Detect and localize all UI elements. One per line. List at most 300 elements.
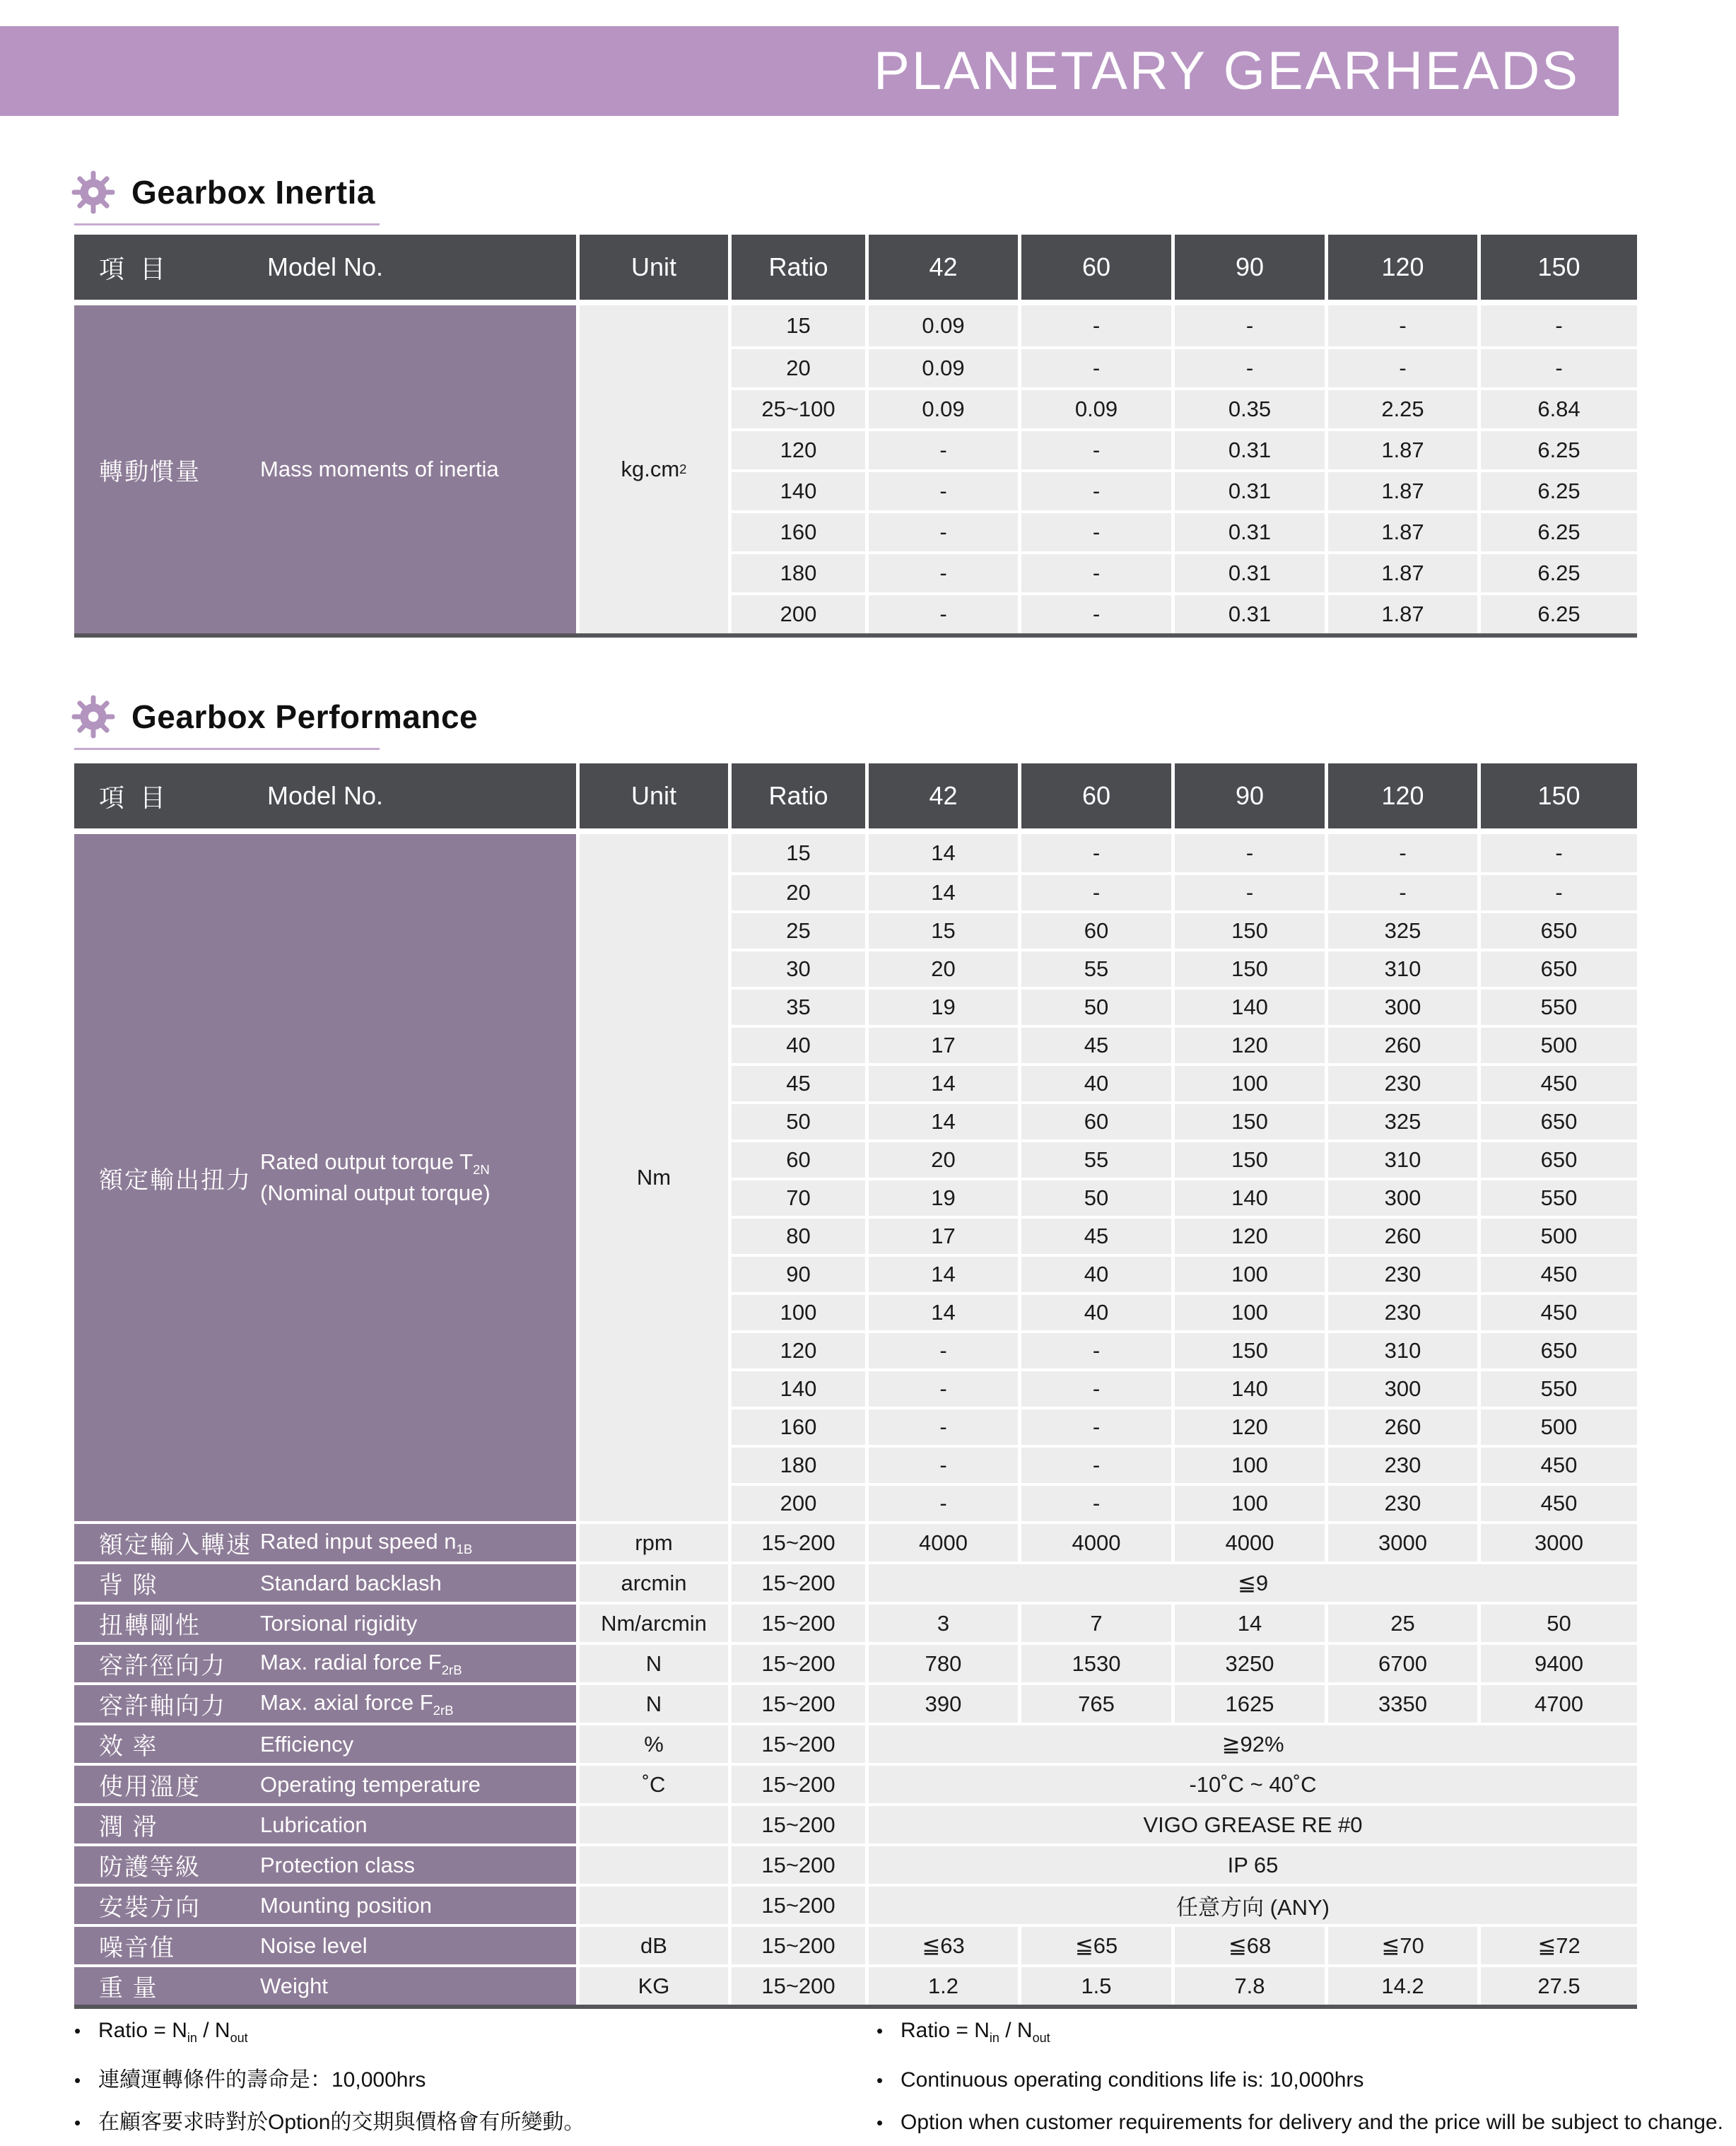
value-cell: - [1021, 428, 1171, 469]
value-cell: - [1328, 872, 1477, 910]
value-cell: 25 [1328, 1602, 1477, 1642]
value-cell: 450 [1481, 1254, 1637, 1292]
header-cell-item-model [74, 235, 576, 300]
value-cell: 45 [1021, 1216, 1171, 1254]
value-cell: 20 [869, 949, 1018, 987]
inertia-label-en: Mass moments of inertia [260, 457, 499, 482]
ratio-cell: 180 [732, 1445, 865, 1483]
value-cell: - [869, 510, 1018, 551]
value-cell: 4000 [869, 1521, 1018, 1561]
value-cell: - [869, 1407, 1018, 1445]
header-cell-size-90: 90 [1175, 763, 1325, 828]
header-item-label: 項 目 [99, 782, 170, 812]
value-cell: 390 [869, 1682, 1018, 1723]
value-cell: - [869, 428, 1018, 469]
ratio-cell: 120 [732, 428, 865, 469]
value-cell: 550 [1481, 1178, 1637, 1216]
ratio-cell: 15~200 [732, 1924, 865, 1964]
value-cell: 550 [1481, 1368, 1637, 1407]
value-cell: - [1481, 305, 1637, 346]
performance-table [74, 763, 1637, 2009]
value-cell: 650 [1481, 910, 1637, 949]
value-cell: 100 [1175, 1254, 1325, 1292]
spec-row-label [74, 1602, 576, 1642]
value-cell: 1.87 [1328, 469, 1477, 510]
value-cell: 0.31 [1175, 428, 1325, 469]
spec-row-label [74, 1723, 576, 1763]
ratio-cell: 160 [732, 510, 865, 551]
value-cell: - [869, 1483, 1018, 1521]
value-cell: 780 [869, 1642, 1018, 1682]
value-cell: 17 [869, 1025, 1018, 1063]
value-cell: 0.35 [1175, 387, 1325, 428]
value-cell: 3250 [1175, 1642, 1325, 1682]
value-cell: 6.25 [1481, 510, 1637, 551]
value-cell: - [869, 551, 1018, 592]
value-cell: 0.31 [1175, 510, 1325, 551]
header-cell-size-60: 60 [1021, 235, 1171, 300]
ratio-cell: 200 [732, 592, 865, 633]
heading-underline [74, 748, 380, 750]
value-cell: 40 [1021, 1292, 1171, 1330]
spec-label-en: Lubrication [260, 1812, 368, 1837]
value-cell: - [1021, 1483, 1171, 1521]
header-cell-ratio: Ratio [732, 763, 865, 828]
bullet-icon: • [74, 2020, 81, 2041]
value-cell: 1.5 [1021, 1964, 1171, 2005]
unit-cell: dB [580, 1924, 728, 1964]
value-cell: - [1021, 1368, 1171, 1407]
value-cell: 0.09 [869, 387, 1018, 428]
value-cell: 0.09 [869, 305, 1018, 346]
value-cell: 6.25 [1481, 428, 1637, 469]
value-cell: 6.84 [1481, 387, 1637, 428]
header-cell-size-42: 42 [869, 235, 1018, 300]
value-cell: - [1481, 872, 1637, 910]
ratio-cell: 15~200 [732, 1682, 865, 1723]
ratio-cell: 15 [732, 305, 865, 346]
value-cell: - [1328, 305, 1477, 346]
value-cell: 1.87 [1328, 592, 1477, 633]
torque-label-en: Rated output torque $T_{2N}$ (Nominal output torque) [260, 1149, 491, 1206]
value-cell: 300 [1328, 1368, 1477, 1407]
torque-label-zh: 額定輸出扭力 [99, 1166, 252, 1194]
value-cell: 3000 [1481, 1521, 1637, 1561]
value-cell: - [1481, 346, 1637, 387]
unit-cell [580, 1843, 728, 1884]
spec-row-label [74, 1964, 576, 2005]
value-cell: 60 [1021, 1101, 1171, 1139]
spec-label-en: Operating temperature [260, 1771, 481, 1797]
footnote [74, 2111, 852, 2135]
value-cell: ≦68 [1175, 1924, 1325, 1964]
spec-row-label [74, 1763, 576, 1803]
page-banner [0, 26, 1619, 116]
value-cell: 500 [1481, 1216, 1637, 1254]
span-value-cell: 任意方向 (ANY) [869, 1884, 1637, 1924]
value-cell: 140 [1175, 1178, 1325, 1216]
ratio-cell: 120 [732, 1330, 865, 1368]
spec-label-en: Noise level [260, 1933, 368, 1958]
section-heading-inertia [71, 168, 375, 216]
value-cell: - [869, 592, 1018, 633]
value-cell: 19 [869, 1178, 1018, 1216]
value-cell: - [1175, 834, 1325, 872]
spec-row-label [74, 1884, 576, 1924]
spec-label-en: Torsional rigidity [260, 1610, 418, 1636]
unit-cell: N [580, 1642, 728, 1682]
ratio-cell: 40 [732, 1025, 865, 1063]
ratio-cell: 160 [732, 1407, 865, 1445]
value-cell: ≦65 [1021, 1924, 1171, 1964]
header-cell-size-60: 60 [1021, 763, 1171, 828]
value-cell: 0.31 [1175, 469, 1325, 510]
footnote-text: 連續運轉條件的壽命是：10,000hrs [98, 2068, 426, 2092]
value-cell: - [869, 1330, 1018, 1368]
spec-row-label [74, 1642, 576, 1682]
ratio-cell: 15~200 [732, 1964, 865, 2005]
unit-cell: ˚C [580, 1763, 728, 1803]
value-cell: 6.25 [1481, 592, 1637, 633]
value-cell: 40 [1021, 1063, 1171, 1101]
spec-label-en: Max. axial force $F_{2rB}$ [260, 1690, 454, 1718]
value-cell: 7 [1021, 1602, 1171, 1642]
value-cell: - [1021, 592, 1171, 633]
value-cell: 550 [1481, 987, 1637, 1025]
value-cell: 650 [1481, 1101, 1637, 1139]
ratio-cell: 140 [732, 469, 865, 510]
value-cell: - [1021, 1330, 1171, 1368]
spec-label-zh: 噪音值 [99, 1935, 175, 1962]
value-cell: - [1021, 551, 1171, 592]
value-cell: 310 [1328, 1330, 1477, 1368]
spec-label-zh: 安裝方向 [99, 1894, 201, 1921]
value-cell: 120 [1175, 1407, 1325, 1445]
ratio-cell: 25~100 [732, 387, 865, 428]
value-cell: 6700 [1328, 1642, 1477, 1682]
ratio-cell: 15~200 [732, 1521, 865, 1561]
ratio-cell: 15~200 [732, 1763, 865, 1803]
spec-label-en: Protection class [260, 1852, 415, 1877]
value-cell: - [869, 469, 1018, 510]
bullet-icon: • [876, 2112, 884, 2133]
value-cell: 150 [1175, 1330, 1325, 1368]
footnote [876, 2068, 1711, 2092]
spec-label-en: Weight [260, 1973, 328, 1998]
spec-label-zh: 防護等級 [99, 1854, 201, 1881]
value-cell: - [1021, 346, 1171, 387]
value-cell: 20 [869, 1139, 1018, 1178]
header-cell-size-120: 120 [1328, 763, 1477, 828]
value-cell: 60 [1021, 910, 1171, 949]
ratio-cell: 15~200 [732, 1803, 865, 1843]
value-cell: 14 [869, 1292, 1018, 1330]
unit-cell: KG [580, 1964, 728, 2005]
value-cell: 9400 [1481, 1642, 1637, 1682]
footnote-text: Ratio = $N_{in} / N_{out}$ [98, 2019, 248, 2045]
value-cell: - [869, 1368, 1018, 1407]
value-cell: 1.87 [1328, 510, 1477, 551]
value-cell: 300 [1328, 1178, 1477, 1216]
value-cell: 7.8 [1175, 1964, 1325, 2005]
footnotes-right [876, 2019, 1723, 2146]
ratio-cell: 15 [732, 834, 865, 872]
ratio-cell: 20 [732, 346, 865, 387]
header-model-label: Model No. [266, 781, 384, 810]
ratio-cell: 200 [732, 1483, 865, 1521]
spec-label-zh: 容許軸向力 [99, 1693, 226, 1720]
spec-label-zh: 額定輸入轉速 [99, 1532, 252, 1559]
inertia-table [74, 235, 1637, 638]
value-cell: 650 [1481, 949, 1637, 987]
ratio-cell: 180 [732, 551, 865, 592]
unit-cell: arcmin [580, 1561, 728, 1602]
value-cell: 1.2 [869, 1964, 1018, 2005]
value-cell: 3350 [1328, 1682, 1477, 1723]
value-cell: 14 [869, 834, 1018, 872]
value-cell: - [1328, 834, 1477, 872]
value-cell: - [1175, 872, 1325, 910]
value-cell: - [1175, 346, 1325, 387]
spec-label-zh: 效 率 [99, 1733, 158, 1760]
ratio-cell: 15~200 [732, 1843, 865, 1884]
value-cell: 260 [1328, 1216, 1477, 1254]
span-value-cell: -10˚C ~ 40˚C [869, 1763, 1637, 1803]
unit-cell [580, 1884, 728, 1924]
value-cell: 4000 [1175, 1521, 1325, 1561]
footnote-text: Continuous operating conditions life is: 10,000hrs [901, 2068, 1364, 2092]
value-cell: ≦72 [1481, 1924, 1637, 1964]
footnote [876, 2019, 1711, 2050]
footnotes-left [74, 2019, 852, 2146]
spec-label-zh: 潤 滑 [99, 1814, 158, 1841]
value-cell: 230 [1328, 1292, 1477, 1330]
value-cell: 27.5 [1481, 1964, 1637, 2005]
ratio-cell: 140 [732, 1368, 865, 1407]
bullet-icon: • [876, 2070, 884, 2091]
heading-underline [74, 223, 380, 225]
value-cell: 14 [869, 1254, 1018, 1292]
value-cell: - [1175, 305, 1325, 346]
value-cell: 55 [1021, 1139, 1171, 1178]
value-cell: 150 [1175, 910, 1325, 949]
value-cell: 0.31 [1175, 551, 1325, 592]
value-cell: 1.87 [1328, 551, 1477, 592]
ratio-cell: 15~200 [732, 1561, 865, 1602]
span-value-cell: ≦9 [869, 1561, 1637, 1602]
value-cell: 17 [869, 1216, 1018, 1254]
value-cell: 14 [869, 1063, 1018, 1101]
value-cell: 100 [1175, 1483, 1325, 1521]
value-cell: ≦63 [869, 1924, 1018, 1964]
spec-label-en: Standard backlash [260, 1570, 442, 1595]
unit-cell: Nm/arcmin [580, 1602, 728, 1642]
value-cell: 765 [1021, 1682, 1171, 1723]
value-cell: 450 [1481, 1292, 1637, 1330]
value-cell: - [1021, 469, 1171, 510]
spec-row-label [74, 1682, 576, 1723]
unit-cell: % [580, 1723, 728, 1763]
footnote [74, 2068, 852, 2092]
value-cell: 230 [1328, 1445, 1477, 1483]
section-title: Gearbox Performance [131, 698, 479, 735]
ratio-cell: 15~200 [732, 1642, 865, 1682]
spec-label-en: Max. radial force $F_{2rB}$ [260, 1650, 462, 1678]
value-cell: 55 [1021, 949, 1171, 987]
span-value-cell: ≧92% [869, 1723, 1637, 1763]
spec-row-label [74, 1803, 576, 1843]
value-cell: - [1021, 834, 1171, 872]
gear-icon [71, 693, 116, 741]
value-cell: - [1481, 834, 1637, 872]
value-cell: - [1021, 1407, 1171, 1445]
header-cell-item-model [74, 763, 576, 828]
value-cell: 450 [1481, 1063, 1637, 1101]
header-cell-size-120: 120 [1328, 235, 1477, 300]
value-cell: 650 [1481, 1139, 1637, 1178]
spec-label-en: Efficiency [260, 1731, 354, 1757]
value-cell: 325 [1328, 1101, 1477, 1139]
value-cell: - [1021, 872, 1171, 910]
value-cell: - [1021, 305, 1171, 346]
spec-row-label [74, 1561, 576, 1602]
value-cell: 310 [1328, 1139, 1477, 1178]
spec-label-zh: 容許徑向力 [99, 1653, 226, 1679]
value-cell: 230 [1328, 1483, 1477, 1521]
value-cell: 450 [1481, 1483, 1637, 1521]
value-cell: 140 [1175, 987, 1325, 1025]
value-cell: 300 [1328, 987, 1477, 1025]
ratio-cell: 50 [732, 1101, 865, 1139]
inertia-unit-cell: kg.cm 2 [580, 305, 728, 633]
ratio-cell: 90 [732, 1254, 865, 1292]
spec-row-label [74, 1843, 576, 1884]
value-cell: - [1328, 346, 1477, 387]
bullet-icon: • [74, 2112, 81, 2133]
value-cell: 6.25 [1481, 551, 1637, 592]
ratio-cell: 100 [732, 1292, 865, 1330]
span-value-cell: IP 65 [869, 1843, 1637, 1884]
ratio-cell: 80 [732, 1216, 865, 1254]
header-model-label: Model No. [266, 252, 384, 281]
value-cell: 230 [1328, 1063, 1477, 1101]
value-cell: 14 [869, 1101, 1018, 1139]
ratio-cell: 60 [732, 1139, 865, 1178]
value-cell: 310 [1328, 949, 1477, 987]
bullet-icon: • [74, 2070, 81, 2091]
value-cell: 1.87 [1328, 428, 1477, 469]
header-cell-size-150: 150 [1481, 235, 1637, 300]
ratio-cell: 45 [732, 1063, 865, 1101]
spec-label-en: Mounting position [260, 1892, 432, 1918]
value-cell: 150 [1175, 949, 1325, 987]
inertia-label-zh: 轉動慣量 [99, 458, 201, 486]
section-heading-performance [71, 693, 478, 741]
value-cell: 260 [1328, 1407, 1477, 1445]
value-cell: 3 [869, 1602, 1018, 1642]
header-item-label: 項 目 [99, 254, 170, 283]
value-cell: 120 [1175, 1025, 1325, 1063]
value-cell: 14.2 [1328, 1964, 1477, 2005]
torque-unit-cell: Nm [580, 834, 728, 1521]
unit-cell: rpm [580, 1521, 728, 1561]
spec-label-zh: 重 量 [99, 1975, 158, 2002]
value-cell: 19 [869, 987, 1018, 1025]
span-value-cell: VIGO GREASE RE #0 [869, 1803, 1637, 1843]
value-cell: 15 [869, 910, 1018, 949]
value-cell: 4000 [1021, 1521, 1171, 1561]
value-cell: 3000 [1328, 1521, 1477, 1561]
value-cell: 50 [1481, 1602, 1637, 1642]
footnote [74, 2019, 852, 2050]
value-cell: 650 [1481, 1330, 1637, 1368]
value-cell: 0.09 [1021, 387, 1171, 428]
value-cell: 0.31 [1175, 592, 1325, 633]
ratio-cell: 15~200 [732, 1884, 865, 1924]
ratio-cell: 15~200 [732, 1602, 865, 1642]
header-cell-size-150: 150 [1481, 763, 1637, 828]
footnote-text: Ratio = $N_{in} / N_{out}$ [901, 2019, 1050, 2045]
ratio-cell: 25 [732, 910, 865, 949]
ratio-cell: 15~200 [732, 1723, 865, 1763]
torque-row-label [74, 834, 576, 1521]
value-cell: 500 [1481, 1407, 1637, 1445]
value-cell: 100 [1175, 1063, 1325, 1101]
gear-icon [71, 168, 116, 216]
header-cell-size-90: 90 [1175, 235, 1325, 300]
value-cell: 230 [1328, 1254, 1477, 1292]
value-cell: - [1021, 1445, 1171, 1483]
ratio-cell: 70 [732, 1178, 865, 1216]
header-cell-size-42: 42 [869, 763, 1018, 828]
value-cell: 140 [1175, 1368, 1325, 1407]
spec-label-zh: 扭轉剛性 [99, 1612, 201, 1639]
value-cell: 1625 [1175, 1682, 1325, 1723]
value-cell: 14 [1175, 1602, 1325, 1642]
bullet-icon: • [876, 2020, 884, 2041]
value-cell: 100 [1175, 1292, 1325, 1330]
value-cell: ≦70 [1328, 1924, 1477, 1964]
value-cell: 260 [1328, 1025, 1477, 1063]
value-cell: 150 [1175, 1101, 1325, 1139]
header-cell-ratio: Ratio [732, 235, 865, 300]
section-title: Gearbox Inertia [131, 174, 375, 211]
ratio-cell: 35 [732, 987, 865, 1025]
ratio-cell: 30 [732, 949, 865, 987]
value-cell: 150 [1175, 1139, 1325, 1178]
spec-label-zh: 背 隙 [99, 1572, 158, 1599]
value-cell: 100 [1175, 1445, 1325, 1483]
header-cell-unit: Unit [580, 763, 728, 828]
page-title: PLANETARY GEARHEADS [874, 41, 1580, 101]
value-cell: 1530 [1021, 1642, 1171, 1682]
value-cell: 325 [1328, 910, 1477, 949]
ratio-cell: 20 [732, 872, 865, 910]
spec-label-en: Rated input speed $n_{1B}$ [260, 1529, 473, 1557]
value-cell: 4700 [1481, 1682, 1637, 1723]
value-cell: 2.25 [1328, 387, 1477, 428]
value-cell: 6.25 [1481, 469, 1637, 510]
value-cell: 120 [1175, 1216, 1325, 1254]
spec-label-zh: 使用溫度 [99, 1773, 201, 1800]
spec-row-label [74, 1924, 576, 1964]
value-cell: - [869, 1445, 1018, 1483]
footnote [876, 2111, 1723, 2135]
value-cell: 14 [869, 872, 1018, 910]
unit-cell [580, 1803, 728, 1843]
value-cell: 45 [1021, 1025, 1171, 1063]
footnote-text: 在顧客要求時對於Option的交期與價格會有所變動。 [98, 2111, 585, 2134]
